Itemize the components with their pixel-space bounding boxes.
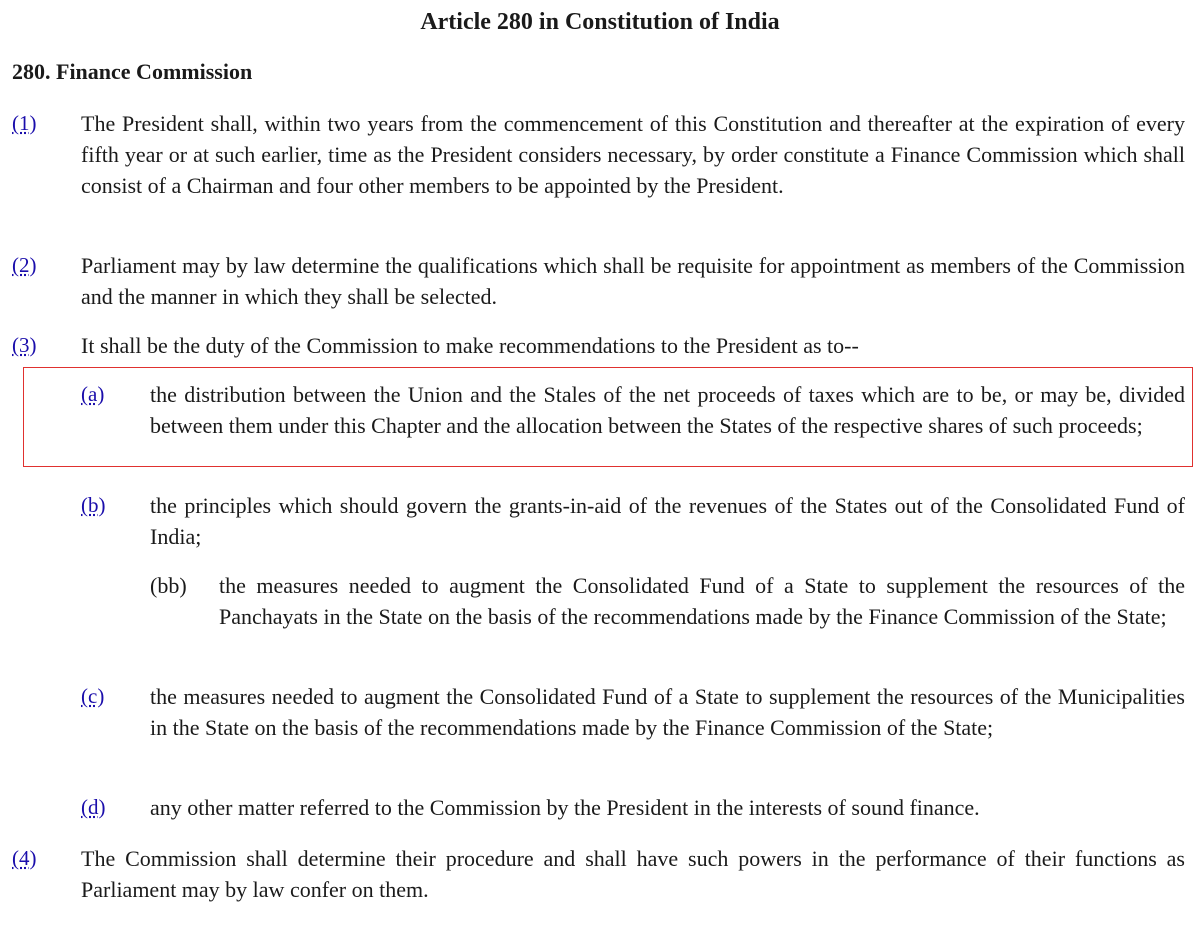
subclause-a-text: the distribution between the Union and the Stales of the net proceeds of taxes which are to be, or may be, divided between them under this Chapter and the allocation between the States of the respective shares of such proceeds; bbox=[150, 382, 1185, 438]
subclause-d-link[interactable]: (d) bbox=[81, 795, 106, 819]
subclause-c-text: the measures needed to augment the Consolidated Fund of a State to supplement the resources of the Municipalities in the State on the basis of the recommendations made by the Finance Commission of the State; bbox=[150, 684, 1185, 740]
document-title: Article 280 in Constitution of India bbox=[420, 9, 780, 35]
section-heading: 280. Finance Commission bbox=[12, 59, 253, 84]
clause-2-text: Parliament may by law determine the qualifications which shall be requisite for appointment as members of the Commission and the manner in which they shall be selected. bbox=[81, 253, 1185, 309]
clause-3-link[interactable]: (3) bbox=[12, 333, 37, 357]
subclause-b-link[interactable]: (b) bbox=[81, 493, 106, 517]
subclause-a-link[interactable]: (a) bbox=[81, 382, 105, 406]
clause-2-link[interactable]: (2) bbox=[12, 253, 37, 277]
clause-4-text: The Commission shall determine their procedure and shall have such powers in the performance of their functions as Parliament may by law confer on them. bbox=[81, 846, 1185, 902]
clause-1-link[interactable]: (1) bbox=[12, 111, 37, 135]
subclause-bb-marker: (bb) bbox=[150, 573, 187, 598]
clause-1-text: The President shall, within two years from the commencement of this Constitution and thereafter at the expiration of every fifth year or at such earlier, time as the President considers necessary, by order constitute a Finance Commission which shall consist of a Chairman and four other members to be appointed by the President. bbox=[81, 111, 1185, 198]
subclause-bb-text: the measures needed to augment the Consolidated Fund of a State to supplement the resources of the Panchayats in the State on the basis of the recommendations made by the Finance Commission of the State; bbox=[219, 573, 1185, 629]
clause-4-link[interactable]: (4) bbox=[12, 846, 37, 870]
clause-3-text: It shall be the duty of the Commission to make recommendations to the President as to-- bbox=[81, 333, 859, 358]
subclause-d-text: any other matter referred to the Commission by the President in the interests of sound finance. bbox=[150, 795, 980, 820]
subclause-b-text: the principles which should govern the grants-in-aid of the revenues of the States out of the Consolidated Fund of India; bbox=[150, 493, 1185, 549]
subclause-c-link[interactable]: (c) bbox=[81, 684, 105, 708]
